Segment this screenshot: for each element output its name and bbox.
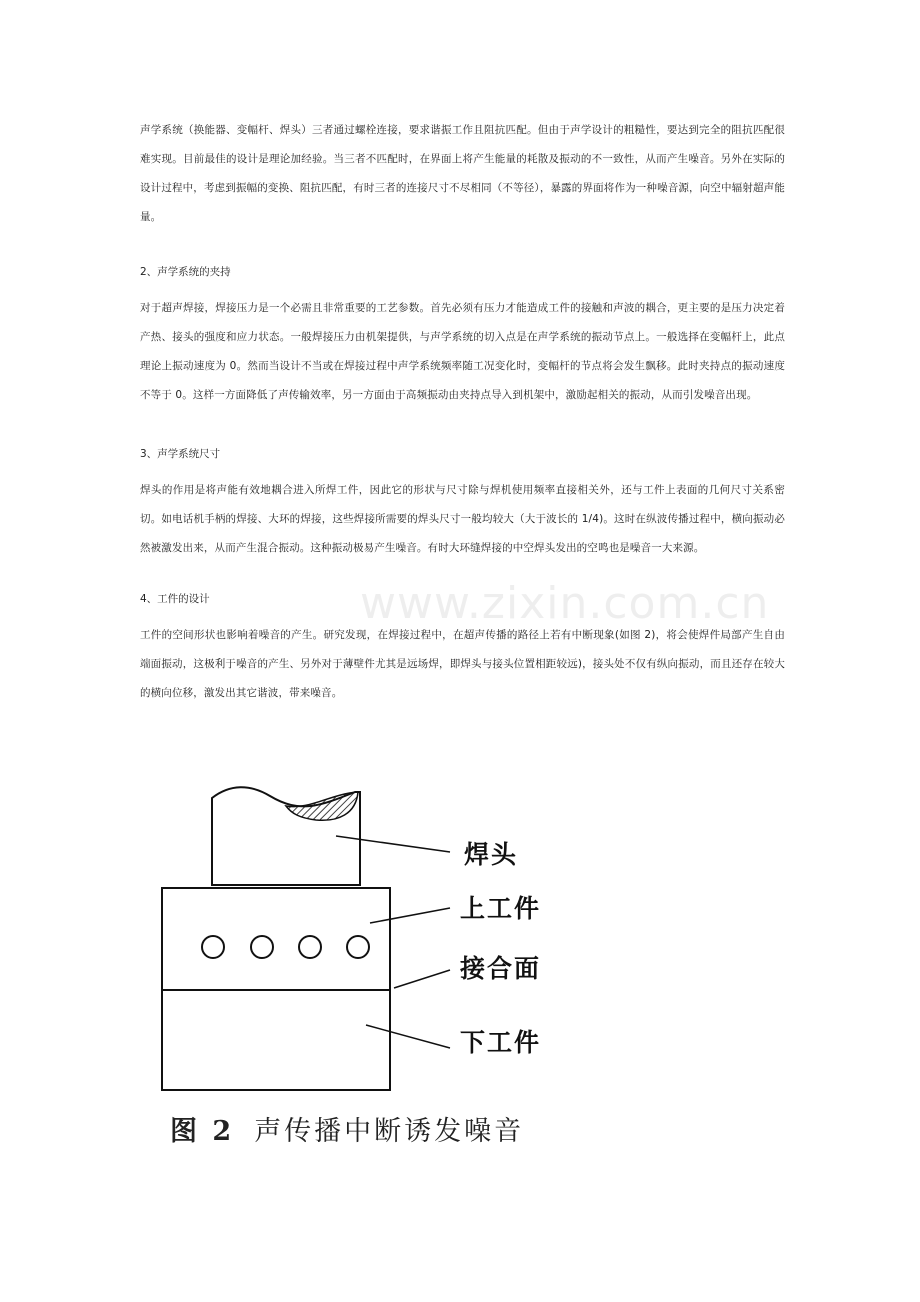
heading-workpiece-design: 4、工件的设计 xyxy=(140,593,210,605)
paragraph-clamping: 对于超声焊接，焊接压力是一个必需且非常重要的工艺参数。首先必须有压力才能造成工件的接触和声波的耦合，更主要的是压力决定着产热、接头的强度和应力状态。一般焊接压力由机架提供，与声学系统的切入点是在声学系统的振动节点上。一般选择在变幅杆上，此点理论上振动速度为 0。然而当设计不当或在焊接过程中声学系统频率随工况变化时，变幅杆的节点将会发生飘移。此时夹持点的振动速度不等于 0。这样一方面降低了声传输效率，另一方面由于高频振动由夹持点导入到机架中，激励起相关的振动，从而引发噪音出现。 xyxy=(140,302,785,401)
heading-dimensions: 3、声学系统尺寸 xyxy=(140,448,221,460)
paragraph-acoustic-system: 声学系统（换能器、变幅杆、焊头）三者通过螺栓连接，要求谐振工作且阻抗匹配。但由于声学设计的粗糙性，要达到完全的阻抗匹配很难实现。目前最佳的设计是理论加经验。当三者不匹配时，在界面上将产生能量的耗散及振动的不一致性，从而产生噪音。另外在实际的设计过程中，考虑到振幅的变换、阻抗匹配，有时三者的连接尺寸不尽相同（不等径），暴露的界面将作为一种噪音源，向空中辐射超声能量。 xyxy=(140,124,785,223)
label-joint-surface: 接合面 xyxy=(460,954,542,983)
label-upper-workpiece: 上工件 xyxy=(460,894,542,923)
watermark: www.zixin.com.cn xyxy=(360,578,770,629)
hole xyxy=(347,936,369,958)
figure-number: 图 2 xyxy=(170,1116,235,1147)
paragraph-dimensions: 焊头的作用是将声能有效地耦合进入所焊工件，因此它的形状与尺寸除与焊机使用频率直接相关外，还与工件上表面的几何尺寸关系密切。如电话机手柄的焊接、大环的焊接，这些焊接所需要的焊头尺寸一般均较大（大于波长的 1/4)。这时在纵波传播过程中，横向振动必然被激发出来，从而产生混合振动。这种振动极易产生噪音。有时大环缝焊接的中空焊头发出的空鸣也是噪音一大来源。 xyxy=(140,484,785,554)
figure-caption xyxy=(170,1114,524,1150)
leader-line-joint xyxy=(394,970,450,988)
hole xyxy=(251,936,273,958)
label-lower-workpiece: 下工件 xyxy=(460,1028,542,1057)
hole xyxy=(299,936,321,958)
heading-clamping: 2、声学系统的夹持 xyxy=(140,266,231,278)
hole xyxy=(202,936,224,958)
paragraph-workpiece-design: 工件的空间形状也影响着噪音的产生。研究发现，在焊接过程中，在超声传播的路径上若有中断现象(如图 2)，将会使焊件局部产生自由端面振动，这极利于噪音的产生、另外对于薄壁件尤其是远场焊，即焊头与接头位置相距较远)，接头处不仅有纵向振动，而且还存在较大的横向位移，激发出其它谐波，带来噪音。 xyxy=(140,629,785,699)
figure-caption-text: 声传播中断诱发噪音 xyxy=(254,1116,525,1147)
figure-2 xyxy=(150,770,570,1180)
label-weld-head: 焊头 xyxy=(464,840,519,869)
lower-workpiece xyxy=(162,990,390,1090)
